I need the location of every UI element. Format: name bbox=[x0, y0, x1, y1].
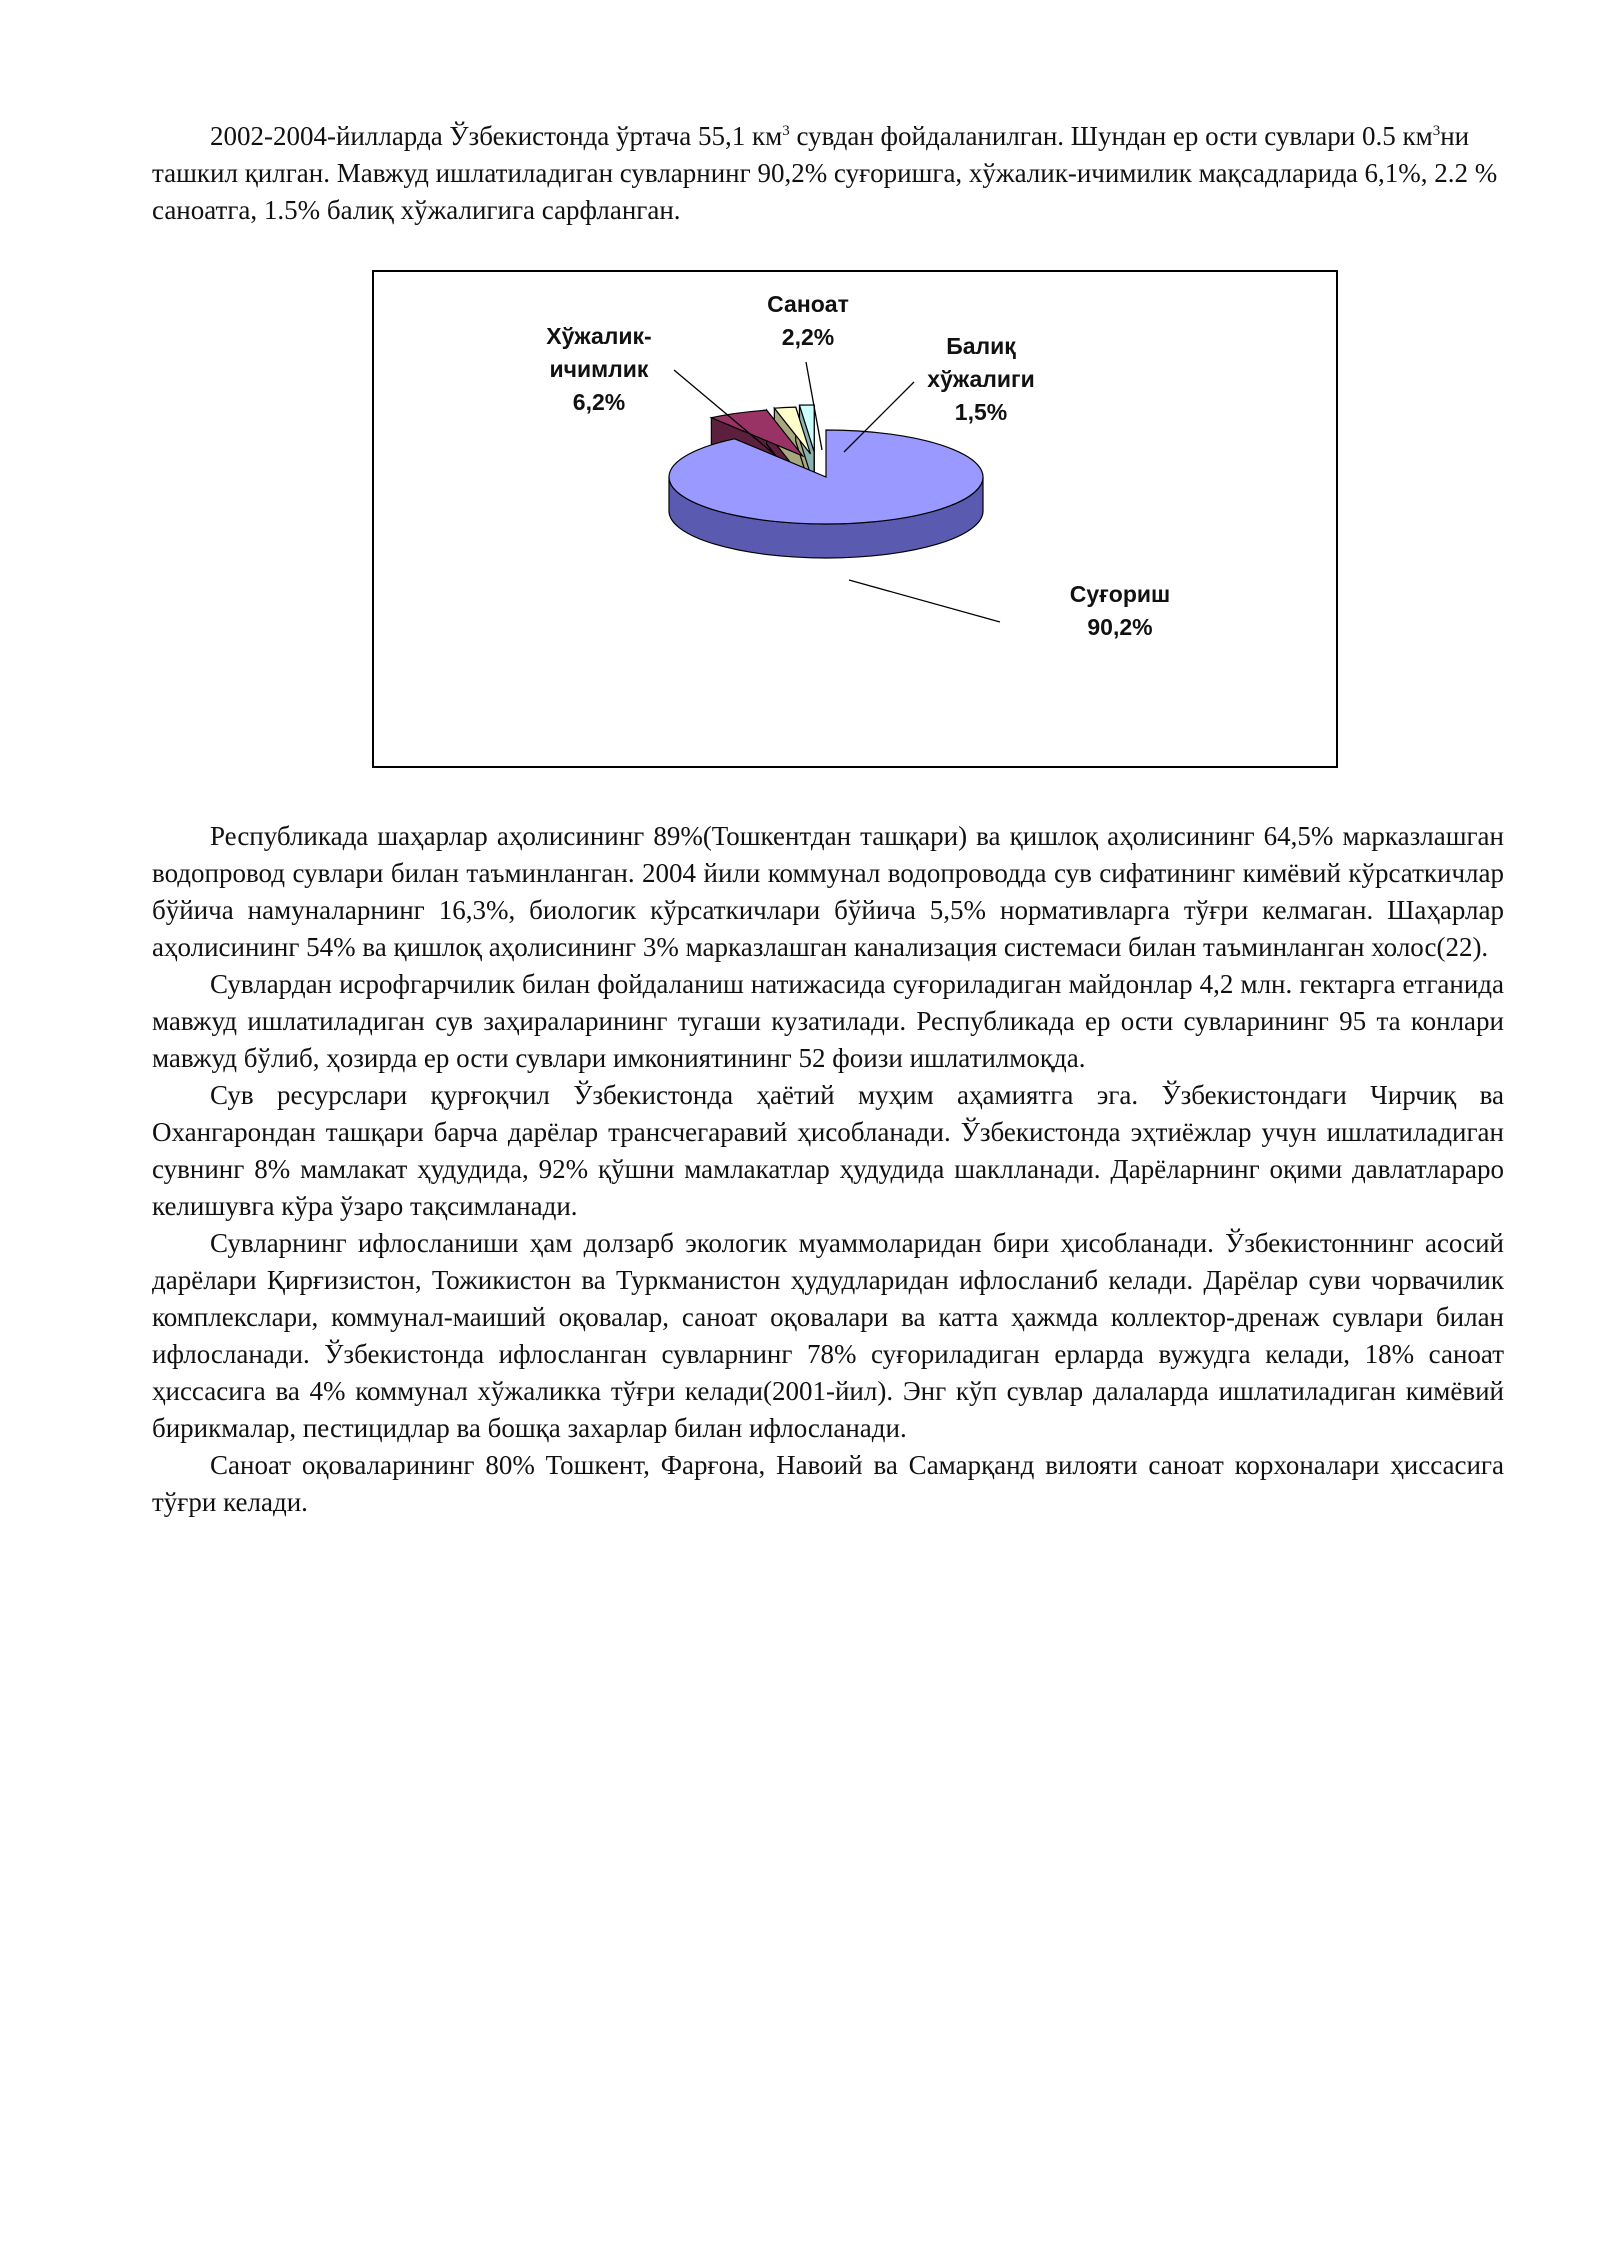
pie-slice bbox=[669, 430, 983, 524]
label-leader-line bbox=[849, 580, 1000, 622]
intro-paragraph bbox=[152, 113, 1504, 229]
paragraph: Сувларнинг ифлосланиши ҳам долзарб экологик муаммоларидан бири ҳисобланади. Ўзбекистоннинг асосий дарёлари Қирғизистон, Тожикистон ва Туркманистон ҳудудларидан ифлосланиб келади. Дарёлар суви чорвачилик комплекслари, коммунал-маиший оқовалар, саноат оқовалари ва катта ҳажмда коллектор-дренаж сувлари билан ифлосланади. Ўзбекистонда ифлосланган сувларнинг 78% суғориладиган ерларда вужудга келади, 18% саноат ҳиссасига ва 4% коммунал хўжаликка тўғри келади(2001-йил). Энг кўп сувлар далаларда ишлатиладиган кимёвий бирикмалар, пестицидлар ва бошқа захарлар билан ифлосланади. bbox=[152, 1228, 1504, 1443]
intro-line2-post: ни ташкил қилган. Мавжуд ишлатиладиган сувларнинг 90,2% суғоришга, хўжалик-ичимилик мақсадларида 6,1%, 2.2 % саноатга, 1.5% балиқ хўжалигига сарфланган. bbox=[152, 121, 1498, 225]
paragraph: Саноат оқоваларининг 80% Тошкент, Фарғона, Навоий ва Самарқанд вилояти саноат корхоналари ҳиссасига тўғри келади. bbox=[152, 1450, 1504, 1517]
pie-chart-frame bbox=[372, 270, 1338, 768]
intro-text bbox=[152, 113, 1504, 229]
paragraph: Сувлардан исрофгарчилик билан фойдаланиш натижасида суғориладиган майдонлар 4,2 млн. гектарга етганида мавжуд ишлатиладиган сув заҳираларининг тугаши кузатилади. Республикада ер ости сувларининг 95 та конлари мавжуд бўлиб, ҳозирда ер ости сувлари имкониятининг 52 фоизи ишлатилмоқда. bbox=[152, 969, 1504, 1073]
superscript-cubic: 3 bbox=[782, 123, 790, 139]
pie-data-label: Хўжалик- bbox=[546, 323, 652, 349]
pie-data-label: Суғориш bbox=[1069, 581, 1171, 607]
pie-data-label: 6,2% bbox=[572, 389, 626, 415]
pie-data-label: 1,5% bbox=[954, 399, 1008, 425]
pie-data-label: Саноат bbox=[767, 291, 849, 317]
paragraph: Сув ресурслари қурғоқчил Ўзбекистонда ҳаётий муҳим аҳамиятга эга. Ўзбекистондаги Чирчиқ ва Охангарондан ташқари барча дарёлар трансчегаравий ҳисобланади. Ўзбекистонда эҳтиёжлар учун ишлатиладиган сувнинг 8% мамлакат ҳудудида, 92% қўшни мамлакатлар ҳудудида шаклланади. Дарёларнинг оқими давлатлараро келишувга кўра ўзаро тақсимланади. bbox=[152, 1080, 1504, 1221]
intro-line1-pre: 2002-2004-йилларда Ўзбекистонда ўртача 55,1 км bbox=[210, 121, 783, 151]
body-paragraphs bbox=[152, 818, 1504, 1521]
pie-data-label: Балиқ bbox=[946, 333, 1016, 359]
paragraph: Республикада шаҳарлар аҳолисининг 89%(Тошкентдан ташқари) ва қишлоқ аҳолисининг 64,5% марказлашган водопровод сувлари билан таъминланган. 2004 йили коммунал водопроводда сув сифатининг кимёвий кўрсаткичлар бўйича намуналарнинг 16,3%, биологик кўрсаткичлари бўйича 5,5% нормативларга тўғри келмаган. Шаҳарлар аҳолисининг 54% ва қишлоқ аҳолисининг 3% марказлашган канализация системаси билан таъминланган холос(22). bbox=[152, 821, 1504, 962]
intro-line1-post: сувдан фойдаланилган. Шундан ер ости сувлари 0.5 км bbox=[789, 121, 1433, 151]
superscript-cubic: 3 bbox=[1432, 123, 1441, 139]
pie-data-label: хўжалиги bbox=[927, 366, 1035, 392]
pie-data-label: 90,2% bbox=[1087, 614, 1153, 640]
pie-data-label: 2,2% bbox=[781, 324, 835, 350]
pie-data-label: ичимлик bbox=[549, 356, 649, 382]
pie-chart bbox=[374, 272, 1336, 766]
